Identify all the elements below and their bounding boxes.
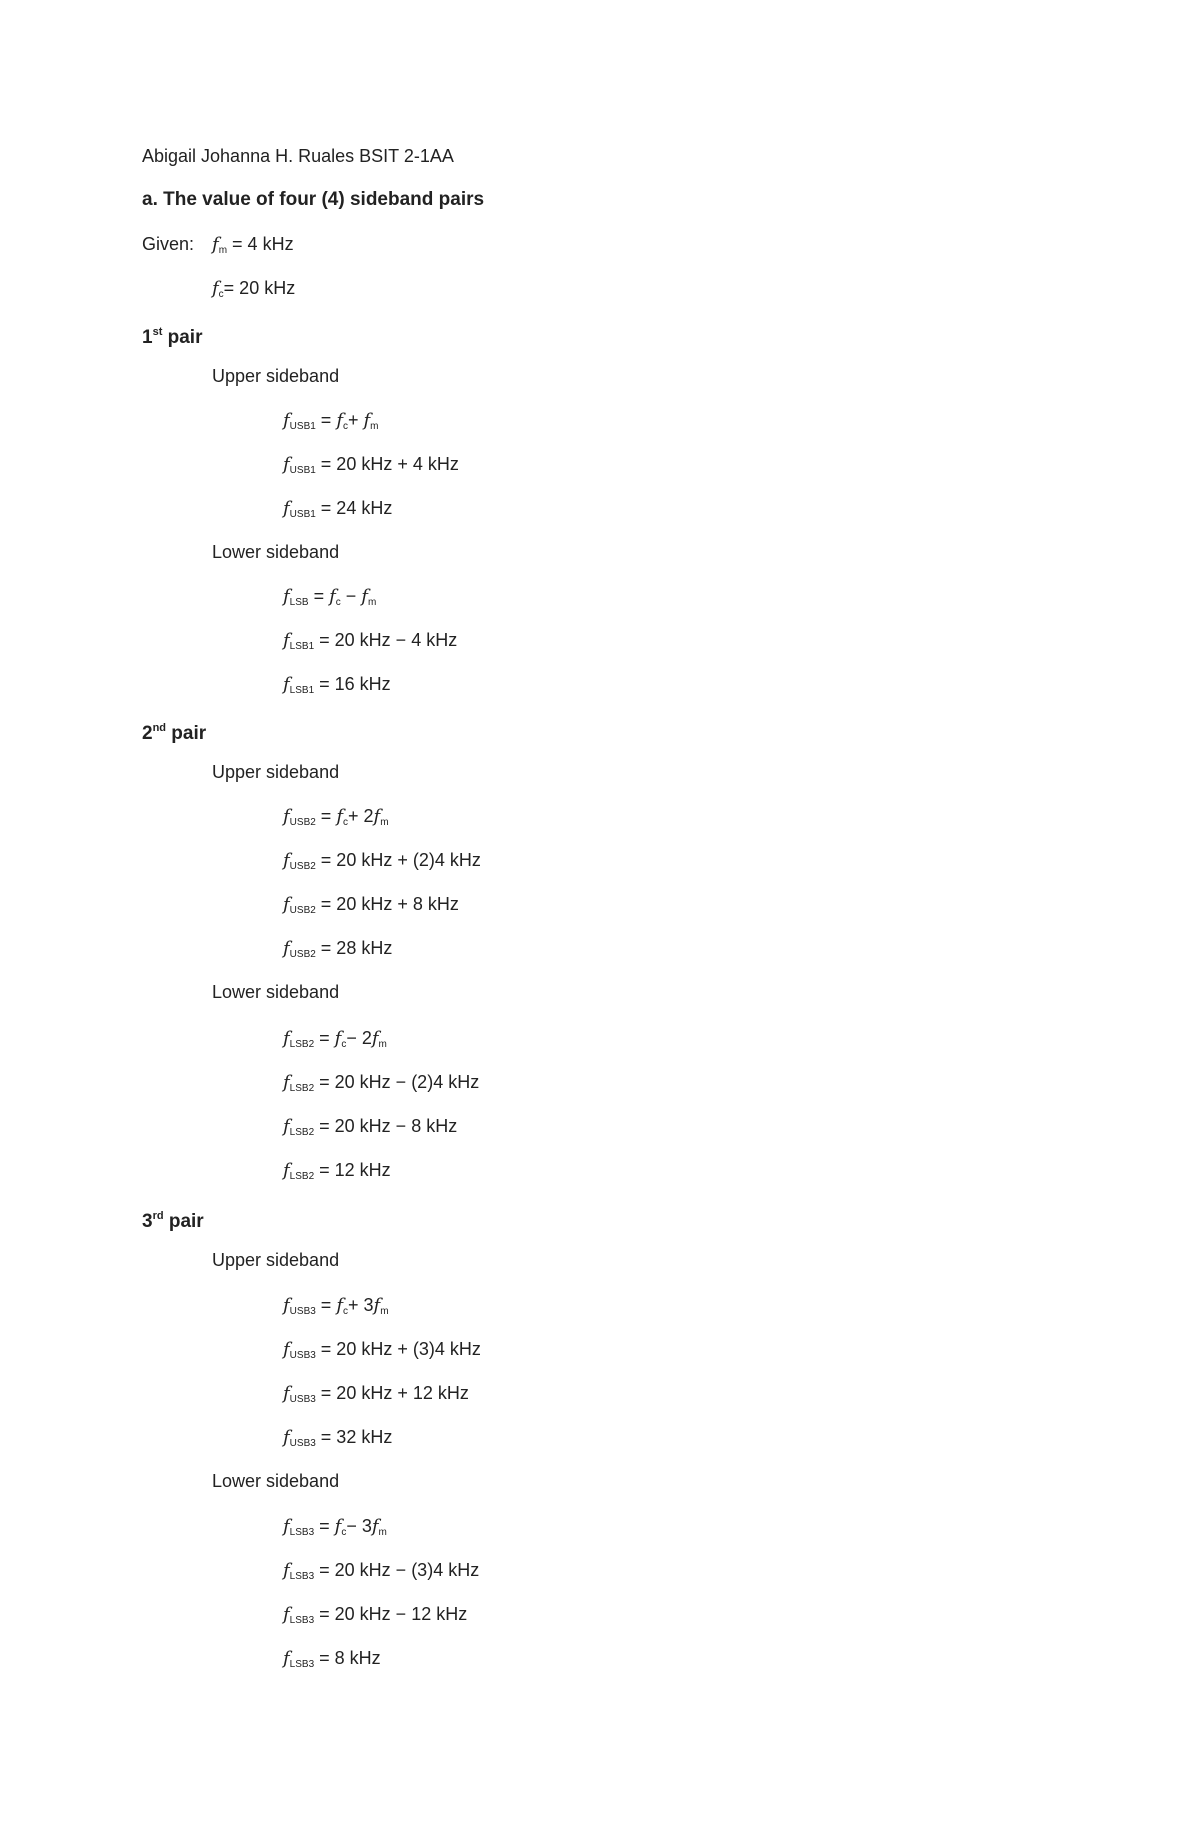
f-symbol: f: [336, 410, 343, 431]
f-symbol: f: [283, 1072, 290, 1093]
subscript: m: [378, 1527, 387, 1538]
pair-heading: [142, 320, 202, 350]
pair-number: 2: [142, 723, 153, 744]
f-symbol: f: [371, 1028, 379, 1049]
subscript: LSB3: [289, 1659, 315, 1670]
fc-value: = 20 kHz: [223, 278, 296, 298]
formula-text: = 20 kHz + 12 kHz: [315, 1383, 469, 1403]
formula-text: = 32 kHz: [315, 1427, 393, 1447]
f-symbol: f: [336, 1295, 343, 1316]
formula-text: = 24 kHz: [315, 498, 393, 518]
pair-number: 1: [142, 327, 153, 348]
operator: +: [347, 1295, 364, 1315]
f-symbol: f: [373, 806, 381, 827]
operator: =: [314, 1028, 335, 1048]
coefficient: 3: [363, 1295, 374, 1315]
formula-line: [283, 1558, 479, 1589]
author-line: Abigail Johanna H. Ruales BSIT 2-1AA: [142, 146, 454, 166]
formula-line: [283, 1602, 467, 1633]
upper-sideband-label: Upper sideband: [212, 1250, 340, 1270]
f-symbol: f: [283, 1604, 290, 1625]
f-symbol: f: [334, 1516, 342, 1537]
f-symbol: f: [334, 1028, 342, 1049]
lower-sideband-label: Lower sideband: [212, 542, 340, 562]
formula-line: [283, 892, 459, 923]
f-symbol: f: [283, 410, 290, 431]
formula-line: [283, 672, 391, 703]
f-symbol: f: [336, 806, 343, 827]
formula-line: [283, 496, 392, 527]
formula-line: [283, 1425, 392, 1456]
f-symbol: f: [371, 1516, 379, 1537]
formula-line: [283, 1646, 381, 1677]
section-title: a. The value of four (4) sideband pairs: [142, 189, 485, 210]
subscript: m: [378, 1039, 387, 1050]
f-symbol: f: [373, 1295, 381, 1316]
formula-text: = 20 kHz − 4 kHz: [314, 630, 458, 650]
formula-text: = 20 kHz + (3)4 kHz: [315, 1339, 481, 1359]
f-symbol: f: [283, 498, 290, 519]
formula-line: [283, 1070, 479, 1101]
f-symbol: f: [283, 938, 290, 959]
f-symbol: f: [363, 410, 371, 431]
subscript: LSB3: [289, 1527, 315, 1538]
subscript: USB1: [289, 421, 316, 432]
f-symbol: f: [283, 1339, 290, 1360]
operator: −: [340, 586, 362, 606]
f-symbol: f: [283, 1028, 290, 1049]
f-symbol: f: [283, 806, 290, 827]
formula-text: = 20 kHz + (2)4 kHz: [315, 850, 481, 870]
f-symbol: f: [283, 1160, 290, 1181]
formula-line: [283, 848, 481, 879]
operator: =: [315, 1295, 337, 1315]
subscript: USB2: [289, 861, 316, 872]
subscript: USB3: [289, 1350, 316, 1361]
subscript: USB3: [289, 1394, 316, 1405]
subscript: USB2: [289, 817, 316, 828]
f-symbol: f: [361, 586, 368, 607]
formula-line: [283, 1514, 387, 1545]
f-symbol: f: [283, 674, 290, 695]
pair-heading: [142, 1204, 204, 1234]
f-symbol: f: [283, 894, 290, 915]
f-symbol: f: [329, 586, 336, 607]
subscript: LSB1: [289, 685, 315, 696]
f-symbol: f: [212, 234, 219, 255]
fm-subscript: m: [218, 245, 228, 256]
f-symbol: f: [283, 1116, 290, 1137]
pair-ordinal-suffix: st: [152, 326, 163, 338]
formula-line: [283, 1114, 457, 1145]
pair-word: pair: [166, 723, 207, 744]
pair-number: 3: [142, 1211, 153, 1232]
formula-line: [283, 628, 457, 659]
lower-sideband-label: Lower sideband: [212, 1471, 340, 1491]
pair-ordinal-suffix: rd: [152, 1210, 164, 1222]
given-label: Given:: [142, 234, 195, 254]
subscript: USB2: [289, 905, 316, 916]
formula-text: = 20 kHz − 12 kHz: [314, 1604, 468, 1624]
f-symbol: f: [283, 1648, 290, 1669]
formula-text: = 20 kHz + 4 kHz: [315, 454, 459, 474]
subscript: c: [341, 1527, 347, 1538]
formula-line: [283, 1026, 387, 1057]
fm-value: = 4 kHz: [227, 234, 294, 254]
given-fm-line: [142, 232, 294, 263]
subscript: LSB: [289, 597, 309, 608]
formula-line: [283, 1158, 391, 1189]
operator: +: [347, 806, 364, 826]
subscript: m: [367, 597, 377, 608]
subscript: m: [380, 1306, 389, 1317]
formula-line: [283, 804, 389, 835]
f-symbol: f: [283, 1427, 290, 1448]
subscript: c: [335, 597, 341, 608]
formula-line: [283, 584, 376, 615]
pair-ordinal-suffix: nd: [152, 722, 167, 734]
subscript: LSB3: [289, 1615, 315, 1626]
formula-line: [283, 408, 379, 439]
pair-word: pair: [163, 1211, 204, 1232]
f-symbol: f: [283, 1560, 290, 1581]
f-symbol: f: [283, 850, 290, 871]
upper-sideband-label: Upper sideband: [212, 762, 340, 782]
operator: +: [347, 410, 364, 430]
pair-word: pair: [162, 327, 203, 348]
subscript: LSB2: [289, 1039, 315, 1050]
formula-text: = 20 kHz − 8 kHz: [314, 1116, 458, 1136]
subscript: c: [342, 817, 348, 828]
formula-text: = 8 kHz: [314, 1648, 381, 1668]
formula-line: [283, 1337, 481, 1368]
given-fc-line: [212, 276, 295, 307]
subscript: USB2: [289, 949, 316, 960]
fc-subscript: c: [218, 289, 224, 300]
coefficient: 3: [361, 1516, 372, 1536]
upper-sideband-label: Upper sideband: [212, 366, 340, 386]
operator: =: [308, 586, 330, 606]
formula-text: = 20 kHz − (3)4 kHz: [314, 1560, 480, 1580]
f-symbol: f: [212, 278, 219, 299]
formula-line: [283, 936, 392, 967]
subscript: USB3: [289, 1438, 316, 1449]
subscript: LSB2: [289, 1171, 315, 1182]
operator: =: [314, 1516, 335, 1536]
coefficient: 2: [361, 1028, 372, 1048]
subscript: USB1: [289, 465, 316, 476]
coefficient: 2: [363, 806, 374, 826]
subscript: LSB1: [289, 641, 315, 652]
subscript: USB3: [289, 1306, 316, 1317]
subscript: c: [341, 1039, 347, 1050]
subscript: c: [342, 1306, 348, 1317]
f-symbol: f: [283, 1295, 290, 1316]
formula-line: [283, 452, 459, 483]
operator: −: [346, 1516, 362, 1536]
subscript: LSB2: [289, 1083, 315, 1094]
f-symbol: f: [283, 630, 290, 651]
operator: =: [315, 806, 337, 826]
operator: −: [346, 1028, 362, 1048]
formula-text: = 20 kHz − (2)4 kHz: [314, 1072, 480, 1092]
formula-text: = 12 kHz: [314, 1160, 391, 1180]
subscript: USB1: [289, 509, 316, 520]
formula-line: [283, 1293, 389, 1324]
subscript: m: [380, 817, 389, 828]
f-symbol: f: [283, 454, 290, 475]
subscript: LSB2: [289, 1127, 315, 1138]
subscript: m: [370, 421, 379, 432]
formula-text: = 20 kHz + 8 kHz: [315, 894, 459, 914]
subscript: c: [342, 421, 348, 432]
lower-sideband-label: Lower sideband: [212, 982, 340, 1002]
pair-heading: [142, 716, 206, 746]
operator: =: [315, 410, 337, 430]
formula-text: = 28 kHz: [315, 938, 393, 958]
f-symbol: f: [283, 1516, 290, 1537]
f-symbol: f: [283, 586, 290, 607]
subscript: LSB3: [289, 1571, 315, 1582]
formula-text: = 16 kHz: [314, 674, 391, 694]
f-symbol: f: [283, 1383, 290, 1404]
formula-line: [283, 1381, 469, 1412]
